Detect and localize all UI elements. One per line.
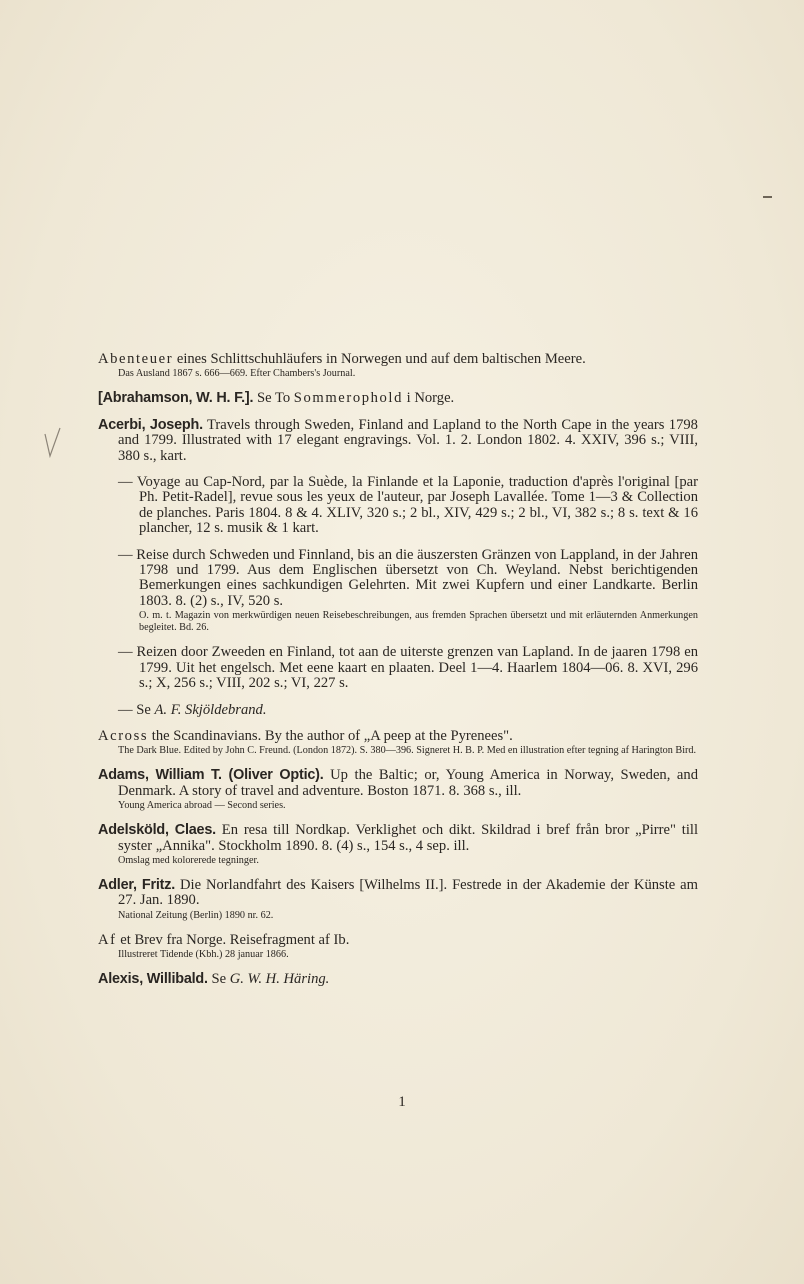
entry-alexis [98, 972, 698, 987]
entry-af [98, 933, 698, 961]
entry-note: The Dark Blue. Edited by John C. Freund. (London 1872). S. 380—396. Signeret H. B. P. Med en illustration efter tegning af Harington Bird. [118, 745, 697, 757]
entry-dash: — [118, 474, 133, 491]
entry-note: Illustreret Tidende (Kbh.) 28 januar 1866. [118, 949, 289, 961]
entry-note: O. m. t. Magazin von merkwürdigen neuen Reisebeschreibungen, aus fremden Sprachen übersetzt und mit erläuternden Anmerkungen begleitet. Bd. 26. [139, 610, 698, 634]
entry-headword: Adler, Fritz. [98, 876, 176, 893]
entry-lead-word: Abenteuer [98, 351, 174, 367]
entry-text: Reizen door Zweeden en Finland, tot aan de uiterste grenzen van Lapland. In de jaaren 1798 en 1799. Uit het engelsch. Met eene kaart en plaaten. Deel 1—4. Haarlem 1804—06. 8. XVI, 296 s.; X, 256 s.; VIII, 202 s.; VI, 227 s. [132, 644, 698, 692]
entry-acerbi [98, 418, 698, 464]
entry-acerbi-voyage [98, 475, 698, 537]
entry-abenteuer [98, 352, 698, 380]
entry-text: Up the Baltic; or, Young America in Norway, Sweden, and Denmark. A story of travel and adventure. Boston 1871. 8. 368 s., ill. [118, 767, 698, 799]
entry-abrahamson [98, 391, 698, 406]
margin-check-mark [42, 426, 62, 458]
entry-note: Young America abroad — Second series. [118, 800, 286, 812]
entry-adelskold [98, 823, 698, 867]
entry-note: National Zeitung (Berlin) 1890 nr. 62. [118, 909, 274, 921]
entry-lead-word: Across [98, 727, 149, 744]
entry-text: et Brev fra Norge. Reisefragment af Ib. [116, 931, 350, 948]
page-number: 1 [398, 1094, 406, 1110]
entry-acerbi-see [98, 703, 698, 718]
entry-cross-reference: A. F. Skjöldebrand. [154, 701, 267, 718]
margin-dash-mark [763, 196, 772, 198]
bibliography-column [98, 352, 698, 999]
entry-headword: Acerbi, Joseph. [98, 416, 203, 433]
entry-spaced-word: Sommerophold [293, 390, 403, 407]
entry-text: Reise durch Schweden und Finnland, bis an die äuszersten Gränzen von Lappland, in der Jahren 1798 und 1799. Aus dem Englischen übersetzt von Ch. Weyland. Nebst berichtigenden Bemerkungen eines sachkundigen Gelehrten. Mit zwei Kupfern und einer Landkarte. Berlin 1803. 8. (2) s., IV, 520 s. [132, 546, 698, 609]
entry-adams [98, 768, 698, 812]
entry-dash: — [118, 644, 133, 661]
entry-text: Die Norlandfahrt des Kaisers [Wilhelms II.]. Festrede in der Akademie der Künste am 27. Jan. 1890. [118, 876, 699, 909]
entry-text: Se [207, 971, 230, 988]
entry-cross-reference: G. W. H. Häring. [229, 971, 330, 988]
entry-headword: Alexis, Willibald. [98, 971, 208, 988]
entry-across [98, 729, 698, 757]
entry-headword: [Abrahamson, W. H. F.]. [98, 390, 254, 407]
entry-headword: Adams, William T. (Oliver Optic). [98, 767, 324, 784]
entry-text: i Norge. [402, 390, 455, 407]
entry-dash: — [118, 546, 133, 563]
entry-text: Se To [253, 390, 294, 407]
entry-lead-word: Af [98, 931, 117, 948]
entry-text: eines Schlittschuhläufers in Norwegen und auf dem baltischen Meere. [173, 351, 586, 367]
entry-text: En resa till Nordkap. Verklighet och dikt. Skildrad i bref från bror „Pirre" till syster „Annika". Stockholm 1890. 8. (4) s., 154 s., 4 sep. ill. [118, 822, 698, 854]
entry-text: the Scandinavians. By the author of „A peep at the Pyrenees". [148, 727, 513, 744]
entry-text: Travels through Sweden, Finland and Lapland to the North Cape in the years 1798 and 1799. Illustrated with 17 elegant engravings. Vol. 1. 2. London 1802. 4. XXIV, 396 s.; VIII, 380 s., kart. [118, 416, 698, 464]
entry-acerbi-reise [98, 548, 698, 635]
entry-acerbi-reizen [98, 645, 698, 691]
entry-headword: Adelsköld, Claes. [98, 822, 216, 839]
entry-dash: — [118, 701, 133, 718]
entry-note: Das Ausland 1867 s. 666—669. Efter Chambers's Journal. [118, 368, 356, 380]
entry-adler [98, 878, 698, 922]
entry-text: Se [132, 701, 155, 718]
entry-note: Omslag med kolorerede tegninger. [118, 854, 259, 866]
entry-text: Voyage au Cap-Nord, par la Suède, la Finlande et la Laponie, traduction d'après l'original [par Ph. Petit-Radel], revue sous les yeux de l'auteur, par Joseph Lavallée. Tome 1—3 & Collection de planches. Paris 1804. 8 & 4. XLIV, 320 s.; 2 bl., XIV, 429 s.; 2 bl., VI, 382 s.; 8 s. text & 16 plancher, 12 s. musik & 1 kart. [132, 474, 698, 537]
